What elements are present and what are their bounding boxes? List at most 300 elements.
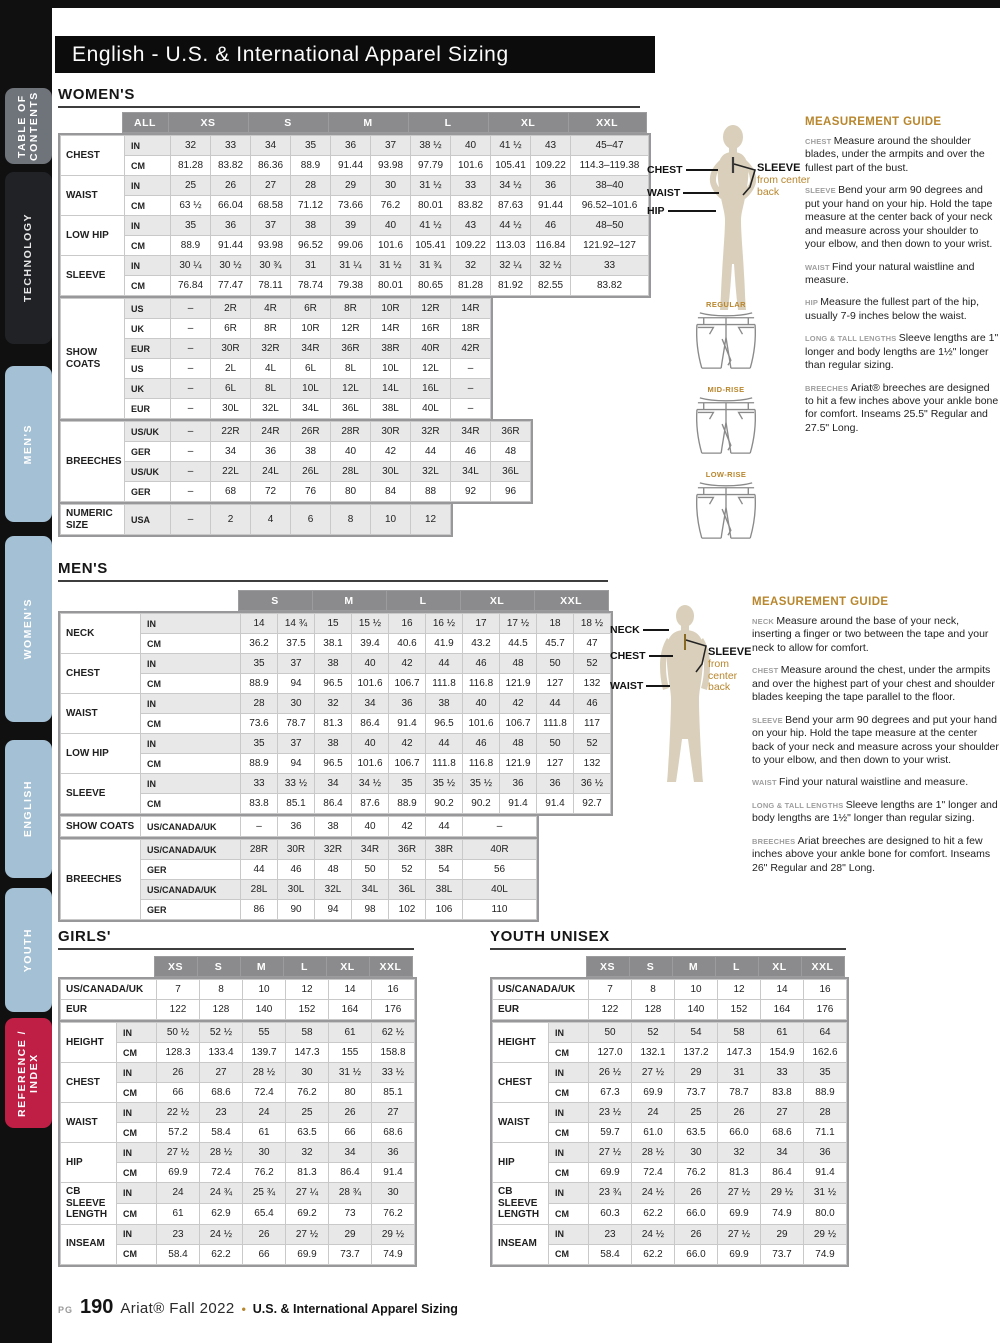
table-cell: UK [125, 379, 171, 399]
table-cell: 43.2 [463, 634, 500, 654]
table-cell: 121.92–127 [571, 236, 649, 256]
table-cell: XXL [801, 957, 844, 977]
table-cell: 37 [371, 136, 411, 156]
table-cell: 30R [371, 422, 411, 442]
table-cell: 26 [329, 1103, 372, 1123]
table-cell: WAIST [61, 694, 141, 734]
sidebar-tab-women-s[interactable] [5, 536, 52, 722]
table-cell: 32R [251, 339, 291, 359]
table-cell: CM [125, 196, 171, 216]
table-cell: 111.8 [537, 714, 574, 734]
table-cell: LOW HIP [61, 216, 125, 256]
table-cell: S [248, 113, 328, 133]
table-cell: 63.5 [675, 1123, 718, 1143]
guide-term-label: BREECHES [752, 836, 798, 846]
table-cell: 74.9 [761, 1203, 804, 1224]
table-cell: 24 [157, 1183, 200, 1204]
table-cell: 73.7 [761, 1244, 804, 1264]
table-row [493, 1224, 847, 1244]
table-cell: 16 [389, 614, 426, 634]
table-cell: HIP [493, 1143, 549, 1183]
table-cell: 91.44 [211, 236, 251, 256]
table-cell: 116.8 [463, 674, 500, 694]
guide-term-label: SLEEVE [752, 715, 786, 725]
table-cell: 73.7 [675, 1083, 718, 1103]
table-cell: 121.9 [500, 674, 537, 694]
table-cell: 40 [352, 734, 389, 754]
table-cell: CM [125, 276, 171, 296]
table-cell: 24 ½ [200, 1224, 243, 1244]
table-cell: 69.9 [718, 1244, 761, 1264]
table-cell: 8R [251, 319, 291, 339]
table-cell: 106.7 [500, 714, 537, 734]
table-cell: 31 ½ [804, 1183, 847, 1204]
table-cell: 176 [372, 1000, 415, 1020]
table-cell: 7 [157, 980, 200, 1000]
table-row [61, 236, 649, 256]
waist-callout-label: WAIST [610, 680, 644, 692]
table-cell: 10 [371, 505, 411, 535]
guide-paragraph [752, 714, 999, 768]
table-cell: 27 ½ [718, 1183, 761, 1204]
table-cell: 48 [315, 860, 352, 880]
table-cell: 28R [241, 840, 278, 860]
table-cell: 25 [171, 176, 211, 196]
table-cell: 78.74 [291, 276, 331, 296]
guide-term-label: CHEST [752, 666, 781, 676]
table-cell: NECK [61, 614, 141, 654]
table-cell: CM [549, 1123, 589, 1143]
table-cell: IN [141, 734, 241, 754]
sidebar-tab-label: WOMEN'S [22, 598, 35, 660]
table-cell: 33 [571, 256, 649, 276]
table-cell: 42R [451, 339, 491, 359]
table-cell: 36 [537, 774, 574, 794]
table-cell: 33 [451, 176, 491, 196]
table-cell: IN [117, 1143, 157, 1163]
table-cell: 40 [371, 216, 411, 236]
table-cell: – [451, 399, 491, 419]
table-row [61, 359, 491, 379]
guide-paragraph [752, 776, 999, 789]
table-cell: 38 [291, 216, 331, 236]
table-cell: 36 [278, 817, 315, 837]
table-cell: 58.4 [589, 1244, 632, 1264]
table-cell: 62.2 [200, 1244, 243, 1264]
table-cell: 52 [632, 1023, 675, 1043]
table-cell: 4L [251, 359, 291, 379]
table-cell: 68.6 [200, 1083, 243, 1103]
table-cell: 90 [278, 900, 315, 920]
table-cell: 52 [389, 860, 426, 880]
table-cell: 72.4 [200, 1163, 243, 1183]
table-cell: 30L [211, 399, 251, 419]
table-row [61, 774, 611, 794]
table-cell: 40 [352, 654, 389, 674]
table-cell: 58.4 [157, 1244, 200, 1264]
table-header-row [58, 113, 646, 133]
table-cell: 110 [463, 900, 537, 920]
table-cell: 113.03 [491, 236, 531, 256]
chest-callout-line [649, 655, 673, 657]
table-cell: 38 [315, 654, 352, 674]
table-cell: 25 ¾ [243, 1183, 286, 1204]
table-cell: 26L [291, 462, 331, 482]
table-cell: M [672, 957, 715, 977]
table-cell: 31 ¼ [331, 256, 371, 276]
table-row [61, 505, 451, 535]
table-cell: 41.9 [426, 634, 463, 654]
table-cell: 84 [371, 482, 411, 502]
table-cell: 26 [675, 1183, 718, 1204]
table-cell: US/CANADA/UK [141, 840, 241, 860]
table-cell: 105.41 [491, 156, 531, 176]
table-cell: 96.52–101.6 [571, 196, 649, 216]
table-cell: 61 [243, 1123, 286, 1143]
breeches-front-icon [683, 395, 769, 457]
table-cell: 66.0 [675, 1244, 718, 1264]
table-cell: IN [117, 1183, 157, 1204]
table-cell: 66 [157, 1083, 200, 1103]
mens-figure-diagram [608, 600, 758, 800]
table-cell: 92 [451, 482, 491, 502]
table-cell: – [171, 482, 211, 502]
guide-term-label: LONG & TALL LENGTHS [805, 334, 899, 344]
woman-silhouette-icon [693, 124, 773, 316]
table-cell: 140 [243, 1000, 286, 1020]
table-cell: 6L [211, 379, 251, 399]
table-header-row [490, 957, 844, 977]
table-cell: 78.7 [718, 1083, 761, 1103]
table-cell: 132 [574, 674, 611, 694]
table-cell: 61.0 [632, 1123, 675, 1143]
table-cell: IN [117, 1063, 157, 1083]
table-cell: 35 [171, 216, 211, 236]
table-cell: 82.55 [531, 276, 571, 296]
table-cell: 36L [331, 399, 371, 419]
table-cell: 109.22 [451, 236, 491, 256]
waist-callout [647, 187, 719, 199]
guide-term-label: HIP [805, 298, 821, 308]
table-cell: 40R [411, 339, 451, 359]
table-cell: 96 [491, 482, 531, 502]
table-cell: 66 [329, 1123, 372, 1143]
table-cell: 38R [426, 840, 463, 860]
guide-text: Measure around the chest, under the armpits and over the highest part of your chest and shoulder blades keeping the tape parallel to the floor. [752, 664, 995, 704]
table-header-row [58, 591, 608, 611]
table-cell: – [171, 399, 211, 419]
guide-text: Measure around the base of your neck, inserting a finger or two between the tape and your neck to allow for comfort. [752, 615, 989, 654]
sidebar-tab-english[interactable] [5, 740, 52, 878]
table-cell: 86.36 [251, 156, 291, 176]
table-cell: 78.11 [251, 276, 291, 296]
table-cell: 91.4 [389, 714, 426, 734]
neck-callout-label: NECK [610, 624, 640, 636]
table-cell: 22L [211, 462, 251, 482]
table-cell: 50 [352, 860, 389, 880]
table-cell: 46 [574, 694, 611, 714]
table-row [61, 462, 531, 482]
table-cell: 122 [157, 1000, 200, 1020]
table-cell: 56 [463, 860, 537, 880]
table-cell: 67.3 [589, 1083, 632, 1103]
table-row [61, 614, 611, 634]
neck-callout [610, 624, 669, 636]
table-cell: 80.01 [371, 276, 411, 296]
table-cell: L [408, 113, 488, 133]
table-cell: USA [125, 505, 171, 535]
table-cell: GER [141, 860, 241, 880]
womens-measurement-guide [805, 116, 999, 444]
table-cell: 12 [286, 980, 329, 1000]
table-cell: 36 [500, 774, 537, 794]
table-cell: 6R [211, 319, 251, 339]
table-cell: 62.9 [200, 1203, 243, 1224]
table-cell: CM [117, 1083, 157, 1103]
mens-guide-title: MEASUREMENT GUIDE [752, 596, 889, 608]
table-cell: 101.6 [352, 754, 389, 774]
table-cell: 32L [251, 399, 291, 419]
table-cell: 34 [251, 136, 291, 156]
sidebar-tab-table-of-contents[interactable] [5, 88, 52, 164]
table-cell: 22 ½ [157, 1103, 200, 1123]
sidebar-tab-men-s[interactable] [5, 366, 52, 522]
size-table-box [490, 977, 849, 1022]
table-cell: HEIGHT [493, 1023, 549, 1063]
table-cell: 133.4 [200, 1043, 243, 1063]
table-cell: IN [125, 176, 171, 196]
table-cell: 33 [241, 774, 278, 794]
table-cell: IN [549, 1183, 589, 1204]
table-cell: 46 [463, 734, 500, 754]
size-table-box [58, 1020, 417, 1267]
table-cell: 96.5 [315, 754, 352, 774]
table-cell: 24L [251, 462, 291, 482]
table-cell: CM [117, 1203, 157, 1224]
table-cell: BREECHES [61, 422, 125, 502]
table-cell: 152 [718, 1000, 761, 1020]
table-cell: 30R [211, 339, 251, 359]
table-cell: 30R [278, 840, 315, 860]
table-cell: 35 [804, 1063, 847, 1083]
table-cell: 24 ½ [632, 1224, 675, 1244]
guide-paragraph [805, 261, 999, 288]
table-cell: 8R [331, 299, 371, 319]
table-row [61, 794, 611, 814]
table-cell: 74.9 [372, 1244, 415, 1264]
guide-term-label: WAIST [752, 778, 780, 788]
table-cell: 83.8 [761, 1083, 804, 1103]
table-cell: 38 [426, 694, 463, 714]
table-cell: – [463, 817, 537, 837]
guide-paragraph [752, 615, 999, 655]
table-cell: 88.9 [389, 794, 426, 814]
table-cell: 31 ½ [411, 176, 451, 196]
table-cell: 10L [291, 379, 331, 399]
table-cell: 26 ½ [589, 1063, 632, 1083]
table-cell: 43 [531, 136, 571, 156]
table-cell: 31 [718, 1063, 761, 1083]
table-cell: 38 ½ [411, 136, 451, 156]
table-cell: IN [117, 1023, 157, 1043]
table-cell: 94 [278, 674, 315, 694]
table-cell: 23 [589, 1224, 632, 1244]
table-cell: 39 [331, 216, 371, 236]
table-cell: 10R [371, 299, 411, 319]
table-cell: 101.6 [463, 714, 500, 734]
sleeve-callout-note: from center back [757, 173, 811, 198]
table-cell: 24 [632, 1103, 675, 1123]
table-cell: 2 [211, 505, 251, 535]
sidebar-tab-label: TECHNOLOGY [22, 213, 35, 303]
table-cell: 72 [251, 482, 291, 502]
table-cell: 34R [352, 840, 389, 860]
table-cell: HIP [61, 1143, 117, 1183]
table-cell: UK [125, 319, 171, 339]
table-cell: 76.2 [372, 1203, 415, 1224]
breeches-front-icon [683, 480, 769, 542]
table-cell: 27 ½ [632, 1063, 675, 1083]
table-cell: 71.1 [804, 1123, 847, 1143]
table-cell: 90.2 [426, 794, 463, 814]
table-cell: CM [549, 1083, 589, 1103]
table-cell: 15 [315, 614, 352, 634]
guide-text: Sleeve lengths are 1" longer and body lengths are 1½" longer than regular sizing. [805, 332, 999, 372]
table-cell: M [240, 957, 283, 977]
table-cell [58, 113, 122, 133]
table-cell: 114.3–119.38 [571, 156, 649, 176]
sidebar-tab-reference-index[interactable] [5, 1018, 52, 1128]
table-row [61, 1063, 415, 1083]
table-cell: 96.5 [315, 674, 352, 694]
table-cell: 40 [463, 694, 500, 714]
table-cell: 37 [251, 216, 291, 236]
table-cell: 45–47 [571, 136, 649, 156]
table-cell: 38L [371, 399, 411, 419]
table-cell: 30 ½ [211, 256, 251, 276]
guide-paragraph [752, 835, 999, 875]
table-cell: 34 [329, 1143, 372, 1163]
guide-term-label: BREECHES [805, 383, 851, 393]
table-cell: 25 [675, 1103, 718, 1123]
table-cell: 73.7 [329, 1244, 372, 1264]
table-row [493, 1143, 847, 1163]
table-cell: 28 ½ [243, 1063, 286, 1083]
table-cell: 48 [500, 734, 537, 754]
table-cell: US [125, 359, 171, 379]
table-cell: 87.63 [491, 196, 531, 216]
table-cell: WAIST [61, 176, 125, 216]
table-cell: 44 [537, 694, 574, 714]
table-cell: 68.6 [761, 1123, 804, 1143]
table-cell: 137.2 [675, 1043, 718, 1063]
table-cell: 35 ½ [463, 774, 500, 794]
table-cell: 28R [331, 422, 371, 442]
sidebar-tab-technology[interactable] [5, 172, 52, 344]
table-cell: 39.4 [352, 634, 389, 654]
table-cell: WAIST [493, 1103, 549, 1143]
table-cell: S [629, 957, 672, 977]
table-cell: 6 [291, 505, 331, 535]
table-cell: 12L [331, 379, 371, 399]
girls-size-table [58, 956, 417, 1267]
table-cell: 44 [411, 442, 451, 462]
table-cell: 30 [243, 1143, 286, 1163]
table-cell: 2R [211, 299, 251, 319]
table-cell: 76.2 [675, 1163, 718, 1183]
table-cell: 48 [491, 442, 531, 462]
table-cell: 25 [286, 1103, 329, 1123]
sidebar-tab-youth[interactable] [5, 888, 52, 1012]
guide-paragraph [752, 664, 999, 704]
table-cell: 50 [537, 654, 574, 674]
table-cell: GER [125, 442, 171, 462]
table-row [61, 176, 649, 196]
table-cell: 26 [718, 1103, 761, 1123]
sleeve-callout-label: SLEEVE [708, 646, 752, 658]
rise-diagram-mid-rise [682, 385, 770, 462]
table-cell: 69.9 [589, 1163, 632, 1183]
table-cell: 164 [761, 1000, 804, 1020]
table-cell: 76 [291, 482, 331, 502]
table-cell: 81.3 [718, 1163, 761, 1183]
table-cell: 36 [804, 1143, 847, 1163]
table-cell: 23 [157, 1224, 200, 1244]
table-cell: 58 [286, 1023, 329, 1043]
table-cell: 2L [211, 359, 251, 379]
table-cell: 31 ¾ [411, 256, 451, 276]
table-cell: IN [141, 654, 241, 674]
table-row [61, 694, 611, 714]
table-cell: 36 [372, 1143, 415, 1163]
table-cell: 76.84 [171, 276, 211, 296]
table-cell: 10L [371, 359, 411, 379]
table-cell: 73.66 [331, 196, 371, 216]
womens-size-table [58, 112, 651, 537]
table-cell: 111.8 [426, 674, 463, 694]
table-cell: 14 [329, 980, 372, 1000]
table-cell: 28 ½ [200, 1143, 243, 1163]
table-row [61, 840, 537, 860]
table-row [61, 256, 649, 276]
table-row [61, 442, 531, 462]
table-cell: 24 [243, 1103, 286, 1123]
table-cell: 24 ½ [632, 1183, 675, 1204]
table-cell: 27 [372, 1103, 415, 1123]
mens-size-table [58, 590, 613, 922]
table-cell: XXL [369, 957, 412, 977]
table-cell: CM [117, 1163, 157, 1183]
table-cell: 132.1 [632, 1043, 675, 1063]
table-cell: 23 ½ [589, 1103, 632, 1123]
table-cell: 16L [411, 379, 451, 399]
table-cell: 76.2 [243, 1163, 286, 1183]
table-cell: 38.1 [315, 634, 352, 654]
table-cell: SHOW COATS [61, 817, 141, 837]
table-cell: 91.4 [500, 794, 537, 814]
table-cell: 28L [241, 880, 278, 900]
table-cell: XS [154, 957, 197, 977]
table-cell: 12 [411, 505, 451, 535]
table-cell: 40 [331, 442, 371, 462]
table-cell: 69.9 [286, 1244, 329, 1264]
table-cell: 18 ½ [574, 614, 611, 634]
table-cell: CHEST [61, 136, 125, 176]
table-cell: 45.7 [537, 634, 574, 654]
table-cell: 44.5 [500, 634, 537, 654]
size-table-box [58, 837, 539, 922]
size-table-box [58, 814, 539, 839]
